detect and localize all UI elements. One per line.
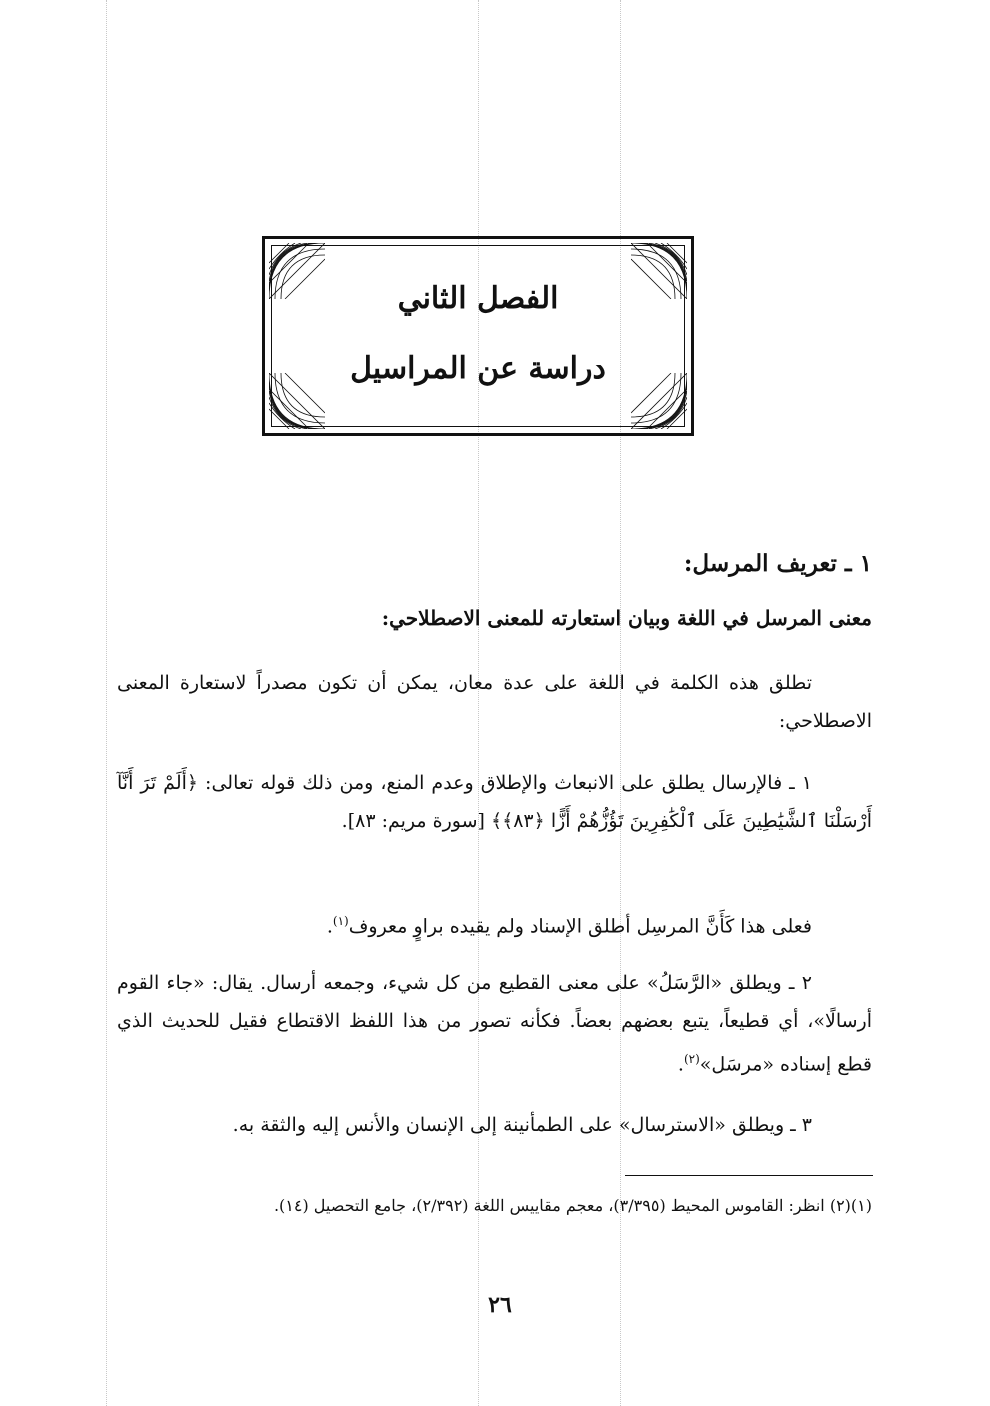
- footnote-ref: (٢): [683, 1052, 700, 1066]
- section-subheading: معنى المرسل في اللغة وبيان استعارته للمعنى الاصطلاحي:: [381, 606, 872, 630]
- footnote: (١)(٢) انظر: القاموس المحيط (٣/٣٩٥)، معجم مقاييس اللغة (٢/٣٩٢)، جامع التحصيل (١٤).: [273, 1196, 872, 1215]
- paragraph-one-note: [117, 902, 872, 945]
- paragraph-one: ١ ـ فالإرسال يطلق على الانبعاث والإطلاق وعدم المنع، ومن ذلك قوله تعالى: ﴿أَلَمْ تَرَ أَنَّآ أَرْسَلْنَا ٱلشَّيَٰطِينَ عَلَى ٱلْكَٰفِرِينَ تَؤُزُّهُمْ أَزًّا ﴿٨٣﴾﴾ [سورة مريم: ٨٣].: [117, 772, 872, 832]
- paragraph-two: [117, 964, 872, 1083]
- chapter-title: الفصل الثاني: [397, 281, 559, 316]
- page-number: ٢٦: [488, 1292, 512, 1318]
- chapter-subtitle: دراسة عن المراسيل: [350, 351, 606, 386]
- footnote-separator: [625, 1175, 873, 1176]
- paragraph-text: فعلى هذا كَأَنَّ المرسِل أطلق الإسناد ولم يقيده براوٍ معروف: [348, 915, 812, 938]
- paragraph-text: ٢ ـ ويطلق «الرَّسَلُ» على معنى القطيع من كل شيء، وجمعه أرسال. يقال: «جاء القوم أرسالًا»، أي قطيعاً، يتبع بعضهم بعضاً. فكأنه تصور من هذا اللفظ الاقتطاع فقيل للحديث الذي قطع إسناده «مرسَل»: [117, 972, 872, 1076]
- paragraph-three: ٣ ـ ويطلق «الاسترسال» على الطمأنينة إلى الإنسان والأنس إليه والثقة به.: [232, 1114, 812, 1136]
- paragraph-end: .: [326, 915, 333, 938]
- scan-guide-line: [106, 0, 107, 1406]
- footnote-ref: (١): [332, 914, 349, 928]
- intro-paragraph: تطلق هذه الكلمة في اللغة على عدة معان، يمكن أن تكون مصدراً لاستعارة المعنى الاصطلاحي:: [117, 672, 872, 732]
- frame-inner-border: [271, 245, 685, 427]
- section-heading: ١ ـ تعريف المرسل:: [683, 550, 872, 577]
- chapter-title-frame: [262, 236, 694, 436]
- paragraph-end: .: [677, 1053, 684, 1076]
